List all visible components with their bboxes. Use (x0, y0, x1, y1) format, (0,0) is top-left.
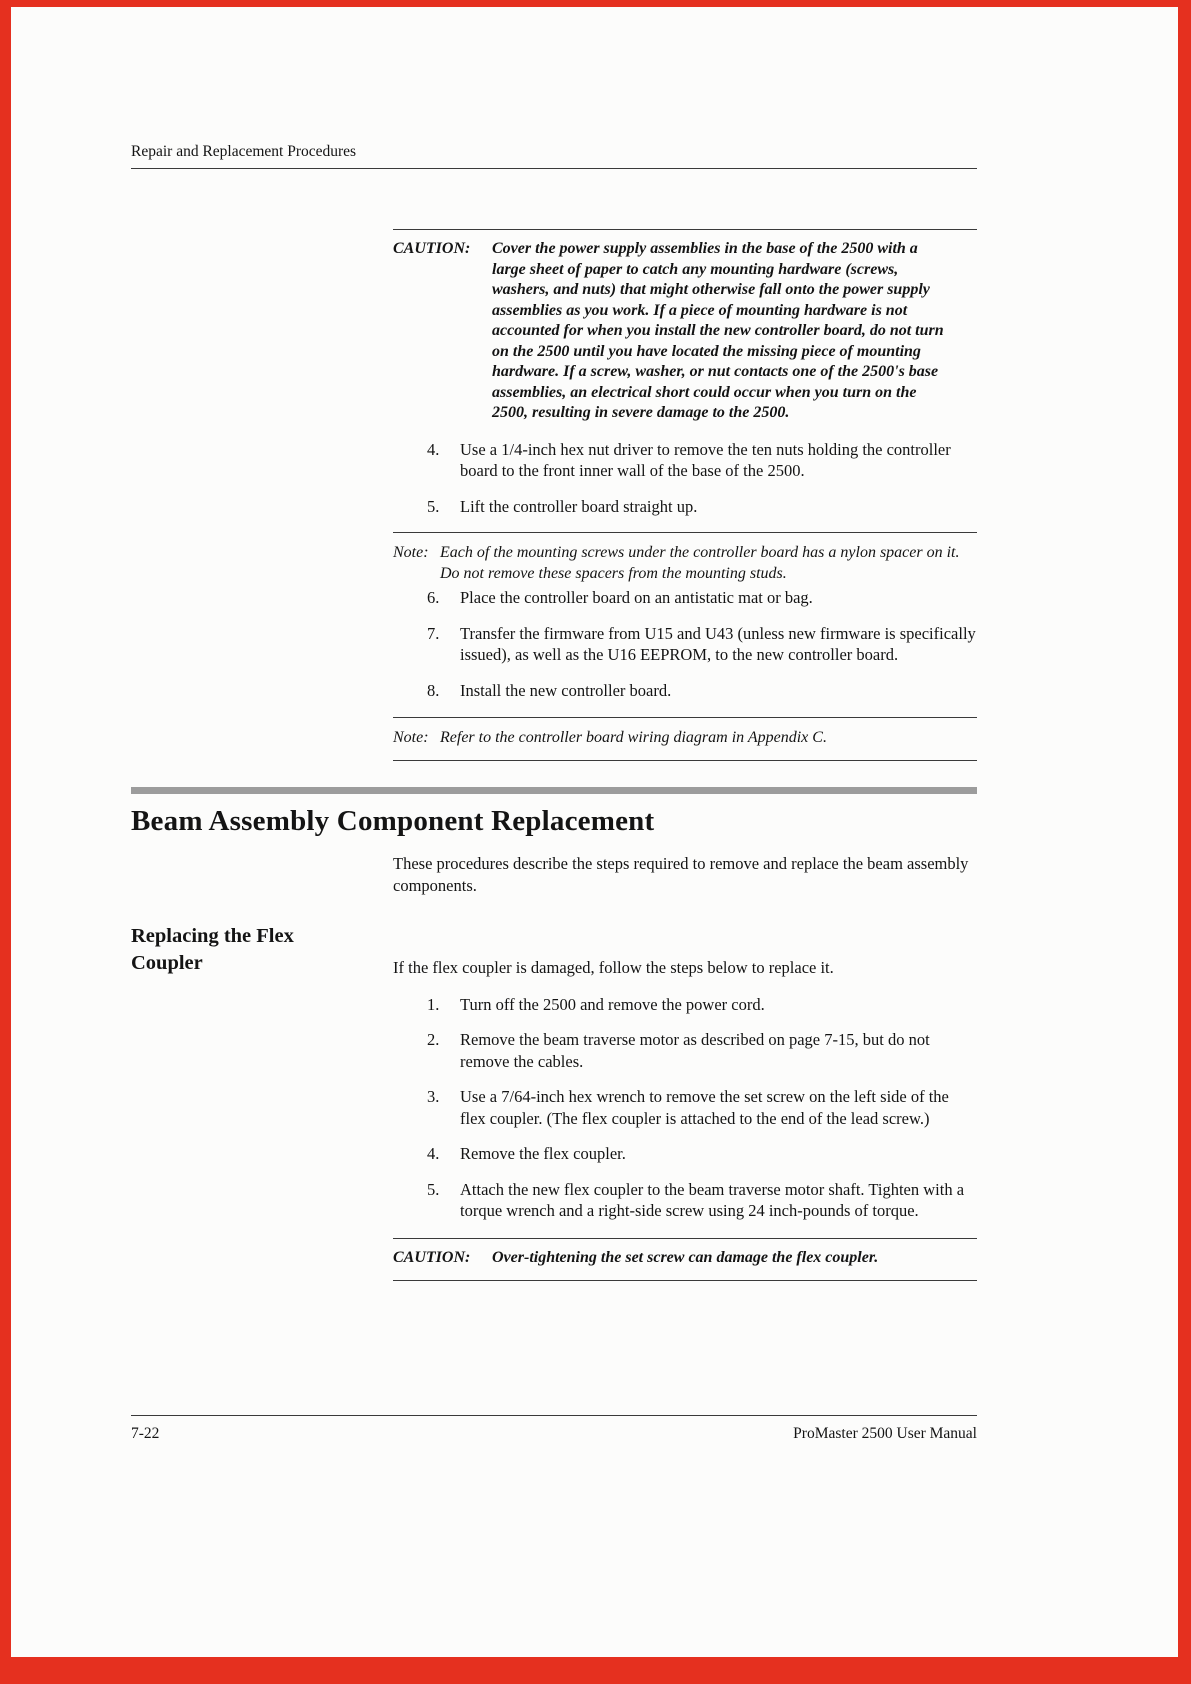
steps-controller-removal (393, 439, 977, 518)
step-text: Transfer the firmware from U15 and U43 (unless new firmware is specifically issued), as well as the U16 EEPROM, to the new controller board. (460, 623, 976, 664)
subsection-replacing-flex-coupler (131, 923, 977, 1281)
subsection-heading: Replacing the Flex Coupler (131, 925, 294, 974)
list-item (393, 1086, 977, 1129)
step-number: 4. (427, 439, 440, 459)
note-block-wiring-diagram (393, 717, 977, 761)
list-item (393, 439, 977, 482)
list-item (393, 587, 977, 609)
page-number: 7-22 (131, 1425, 160, 1442)
note-label: Note: (393, 544, 429, 561)
subsection-intro: If the flex coupler is damaged, follow the steps below to replace it. (393, 958, 834, 977)
step-text: Lift the controller board straight up. (460, 496, 698, 516)
note-text: Refer to the controller board wiring diagram in Appendix C. (440, 729, 827, 746)
steps-controller-install (393, 587, 977, 701)
caution-text: Cover the power supply assemblies in the base of the 2500 with a large sheet of paper to catch any mounting hardware (screws, washers, and nuts) that might otherwise fall onto the power supply assemblies as you work. If a piece of mounting hardware is not accounted for when you install the new controller board, do not turn on the 2500 until you have located the missing piece of mounting hardware. If a screw, washer, or nut contacts one of the 2500's base assemblies, an electrical short could occur when you turn on the 2500, resulting in severe damage to the 2500. (492, 240, 944, 421)
caution-label: CAUTION: (393, 1248, 471, 1266)
caution-block-overtighten (393, 1238, 977, 1282)
list-item (393, 1179, 977, 1222)
running-header: Repair and Replacement Procedures (131, 143, 357, 160)
step-text: Turn off the 2500 and remove the power cord. (460, 994, 765, 1014)
step-number: 3. (427, 1087, 440, 1106)
page-content (131, 7, 977, 1281)
section-title: Beam Assembly Component Replacement (131, 805, 655, 837)
step-number: 2. (427, 1030, 440, 1049)
step-number: 4. (427, 1144, 440, 1163)
step-text: Use a 1/4-inch hex nut driver to remove the ten nuts holding the controller board to the front inner wall of the base of the 2500. (460, 439, 951, 480)
step-text: Install the new controller board. (460, 680, 672, 700)
manual-page (11, 7, 1178, 1657)
section-divider-bar (131, 787, 977, 794)
caution-text: Over-tightening the set screw can damage the flex coupler. (492, 1248, 879, 1266)
list-item (393, 496, 977, 518)
step-number: 5. (427, 1179, 440, 1199)
steps-flex-coupler (393, 994, 977, 1222)
step-number: 7. (427, 623, 440, 643)
step-number: 5. (427, 496, 440, 516)
note-label: Note: (393, 729, 429, 746)
step-text: Use a 7/64-inch hex wrench to remove the set screw on the left side of the flex coupler. (The flex coupler is attached to the end of the lead screw.) (460, 1087, 949, 1128)
caution-label: CAUTION: (393, 240, 471, 257)
step-number: 6. (427, 588, 440, 607)
section-intro: These procedures describe the steps required to remove and replace the beam assembly components. (393, 854, 969, 895)
note-text: Each of the mounting screws under the controller board has a nylon spacer on it. Do not remove these spacers from the mounting studs. (440, 544, 960, 582)
page-footer (131, 1415, 977, 1443)
list-item (393, 1029, 977, 1072)
list-item (393, 680, 977, 702)
caution-block-power-supply (393, 229, 977, 424)
list-item (393, 623, 977, 666)
note-block-spacers (393, 532, 977, 584)
step-text: Remove the flex coupler. (460, 1144, 626, 1163)
step-number: 1. (427, 994, 440, 1014)
step-text: Attach the new flex coupler to the beam traverse motor shaft. Tighten with a torque wrench and a right-side screw using 24 inch-pounds of torque. (460, 1179, 965, 1220)
manual-title: ProMaster 2500 User Manual (793, 1425, 977, 1442)
step-text: Remove the beam traverse motor as described on page 7-15, but do not remove the cables. (460, 1030, 930, 1071)
header-rule (131, 168, 977, 169)
list-item (393, 994, 977, 1016)
step-number: 8. (427, 680, 440, 700)
list-item (393, 1143, 977, 1165)
step-text: Place the controller board on an antistatic mat or bag. (460, 588, 813, 607)
